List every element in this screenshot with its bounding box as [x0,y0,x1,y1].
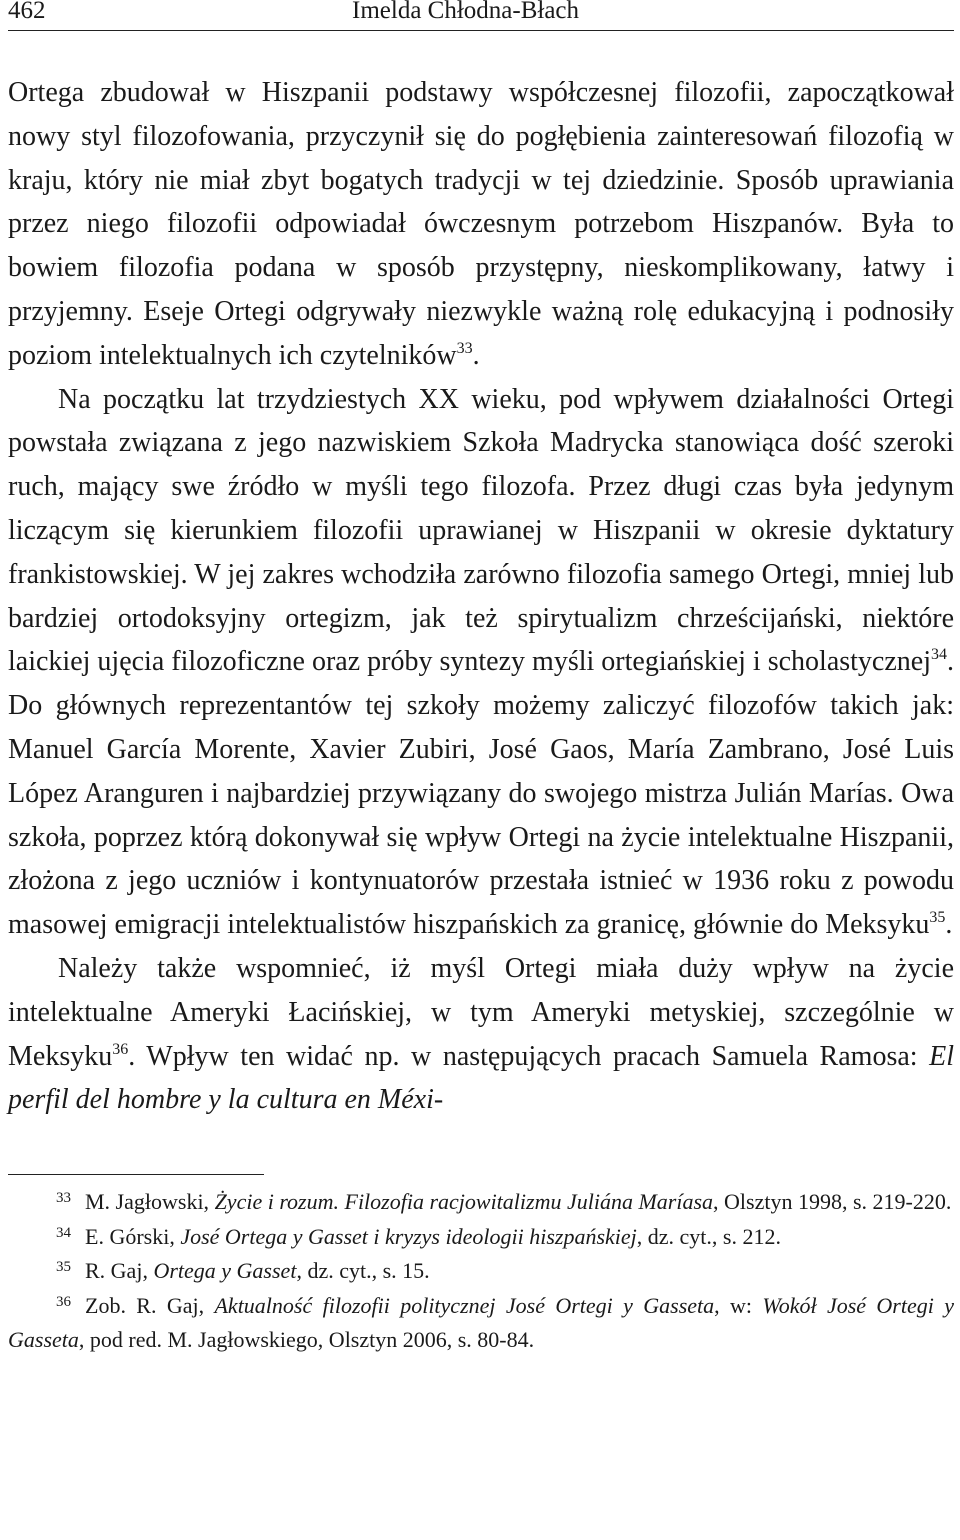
paragraph-2 [8,378,954,947]
footnote-number: 36 [56,1293,71,1310]
footnote-italic: Aktualność filozofii politycznej José Ortegi y Gasseta [214,1292,715,1318]
paragraph-3-text-a: Należy także wspomnieć, iż myśl Ortegi miała duży wpływ na życie intelektualne Ameryki Łacińskiej, w tym Ameryki metyskiej, szczególnie w Meksyku [8,952,954,1072]
footnote-italic: Wokół José Ortegi y Gasseta [8,1292,954,1353]
footnote-ref-36[interactable]: 36 [112,1040,129,1058]
footnote-34 [8,1220,954,1255]
footnotes [8,1185,954,1358]
footnote-text: , dz. cyt., s. 15. [296,1258,430,1284]
page-header [8,0,954,31]
footnote-number: 33 [56,1190,71,1207]
footnote-ref-35[interactable]: 35 [929,909,946,927]
paragraph-1-text: Ortega zbudował w Hiszpanii podstawy współczesnej filozofii, zapoczątkował nowy styl filozofowania, przyczynił się do pogłębienia zainteresowań filozofią w kraju, który nie miał zbyt bogatych tradycji w tej dziedzinie. Sposób uprawiania przez niego filozofii odpowiadał ówczesnym potrzebom Hiszpanów. Była to bowiem filozofia podana w sposób przystępny, nieskomplikowany, łatwy i przyjemny. Eseje Ortegi odgrywały niezwykle ważną rolę edukacyjną i podnosiły poziom intelektualnych ich czytelników [8,77,954,371]
footnote-italic: José Ortega y Gasset i kryzys ideologii hiszpańskiej [180,1223,637,1249]
paragraph-2-text-b: . Do głównych reprezentantów tej szkoły możemy zaliczyć filozofów takich jak: Manuel García Morente, Xavier Zubiri, José Gaos, María Zambrano, José Luis López Aranguren i najbardziej przywiązany do swojego mistrza Julián Marías. Owa szkoła, poprzez którą dokonywał się wpływ Ortegi na życie intelektualne Hiszpanii, złożona z jego uczniów i kontynuatorów przestała istnieć w 1936 roku z powodu masowej emigracji intelektualistów hiszpańskich za granicę, głównie do Meksyku [8,646,954,941]
paragraph-3-text-b: . Wpływ ten widać np. w następujących pracach Samuela Ramosa: [128,1040,930,1072]
document-page [8,0,954,1358]
page-number: 462 [8,0,46,24]
paragraph-2-end: . [945,909,953,941]
footnote-text: Zob. R. Gaj, [85,1292,215,1318]
footnote-text: , dz. cyt., s. 212. [636,1223,781,1249]
footnote-35 [8,1254,954,1289]
footnote-number: 34 [56,1224,71,1241]
paragraph-1 [8,71,954,378]
body-text [8,71,954,1122]
running-head: Imelda Chłodna-Błach [352,0,580,24]
paragraph-3 [8,947,954,1122]
footnote-text: M. Jagłowski, [85,1189,215,1215]
footnote-number: 35 [56,1259,71,1276]
footnote-italic: Życie i rozum. Filozofia racjowitalizmu Juliána Maríasa [214,1189,714,1215]
footnote-ref-34[interactable]: 34 [931,646,947,664]
footnote-text: , w: [714,1292,763,1318]
footnote-36 [8,1289,954,1358]
footnote-separator [8,1174,264,1175]
paragraph-2-text-a: Na początku lat trzydziestych XX wieku, pod wpływem działalności Ortegi powstała związana z jego nazwiskiem Szkoła Madrycka stanowiąca dość szeroki ruch, mający swe źródło w myśli tego filozofa. Przez długi czas była jedynym liczącym się kierunkiem filozofii uprawianej w Hiszpanii w okresie dyktatury frankistowskiej. W jej zakres wchodziła zarówno filozofia samego Ortegi, mniej lub bardziej ortodoksyjny ortegizm, jak też spirytualizm chrześcijański, niektóre laickiej ujęcia filozoficzne oraz próby syntezy myśli ortegiańskiej i scholastycznej [8,383,954,678]
paragraph-3-italic-title: El perfil del hombre y la cultura en Méxi- [8,1040,954,1116]
footnote-text: E. Górski, [85,1223,181,1249]
paragraph-1-end: . [472,339,480,371]
footnote-text: , Olsztyn 1998, s. 219-220. [713,1189,952,1215]
footnote-italic: Ortega y Gasset [153,1258,297,1284]
footnote-text: R. Gaj, [85,1258,154,1284]
footnote-ref-33[interactable]: 33 [456,339,473,357]
footnote-33 [8,1185,954,1220]
footnote-text: , pod red. M. Jagłowskiego, Olsztyn 2006, s. 80-84. [78,1327,535,1353]
